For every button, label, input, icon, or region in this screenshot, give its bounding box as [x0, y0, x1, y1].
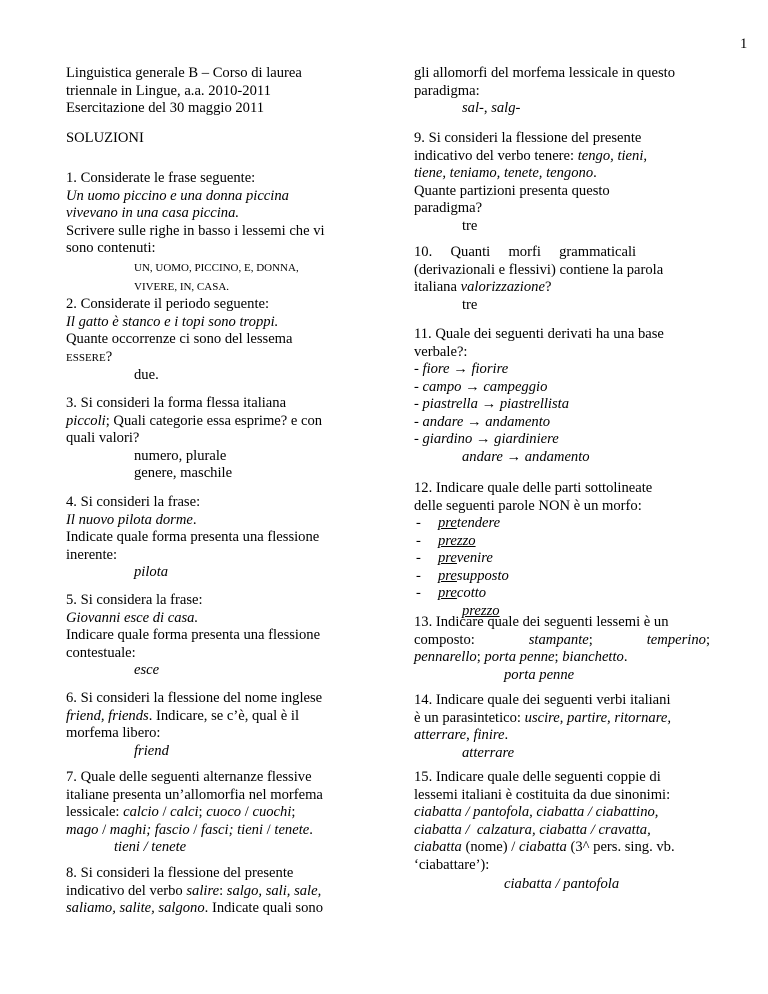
- option-words: uscire, partire, ritornare,: [524, 709, 671, 726]
- header-line: Linguistica generale B – Corso di laurea: [66, 65, 302, 81]
- answer-derived: andamento: [524, 448, 590, 465]
- header-line: Esercitazione del 30 maggio 2011: [66, 100, 265, 116]
- question-13: 13. Indicare quale dei seguenti lessemi è un composto: stampante; temperino; pennarello; porta penne; bianchetto. porta penne: [414, 614, 710, 683]
- option-word: ciabatta: [519, 839, 567, 855]
- list-dash: -: [416, 567, 421, 584]
- question-text: ‘ciabattare’):: [414, 856, 490, 873]
- example-forms: tiene, teniamo, tenete, tengono: [414, 165, 594, 181]
- question-text: 6. Si consideri la flessione del nome inglese: [66, 690, 323, 706]
- question-11: [414, 326, 710, 466]
- example-word: cuochi: [252, 804, 292, 820]
- answer-base: andare: [462, 448, 503, 465]
- question-text: 1. Considerate le frase seguente:: [66, 170, 256, 186]
- example-words: friend, friends: [66, 707, 149, 724]
- option-item: [414, 379, 710, 397]
- question-text: Scrivere sulle righe in basso i lessemi che vi: [66, 222, 325, 239]
- example-word: piccoli: [66, 412, 106, 429]
- question-text: italiane presenta un’allomorfia nel morfema: [66, 786, 323, 803]
- lexeme-name: ESSERE: [66, 351, 106, 364]
- option-item: [414, 515, 710, 533]
- option-word: porta penne: [484, 649, 555, 665]
- example-sentence: vivevano in una casa piccina.: [66, 205, 240, 221]
- example-word: valorizzazione: [460, 279, 545, 295]
- question-15: [414, 769, 710, 894]
- arrow-icon: →: [465, 378, 480, 395]
- arrow-icon: →: [466, 413, 482, 430]
- header-line: triennale in Lingue, a.a. 2010-2011: [66, 82, 271, 99]
- answer: ciabatta / pantofola: [504, 876, 620, 892]
- question-text: 13. Indicare quale dei seguenti lessemi è un: [414, 614, 669, 630]
- punctuation: .: [192, 511, 197, 528]
- arrow-icon: →: [481, 396, 497, 412]
- question-text: . Indicate quali sono: [204, 900, 323, 916]
- question-text: ; Quali categorie essa esprime? e con: [105, 412, 323, 429]
- question-text: (nome) /: [461, 839, 519, 855]
- question-text: 10. Quanti morfi grammaticali: [414, 244, 637, 260]
- arrow-icon: →: [453, 361, 468, 377]
- question-text: Indicate quale forma presenta una flessione: [66, 529, 320, 545]
- answer: numero, plurale: [134, 447, 227, 464]
- option-item: [414, 396, 710, 414]
- answer: UN, UOMO, PICCINO, E, DONNA,: [134, 261, 299, 274]
- option-word: bianchetto: [562, 649, 624, 665]
- example-word: calcio: [123, 804, 159, 820]
- list-dash: -: [416, 515, 421, 531]
- option-item: [414, 585, 710, 603]
- option-base: - campo: [414, 378, 462, 395]
- question-text: 11. Quale dei seguenti derivati ha una base: [414, 326, 664, 342]
- answer: prezzo: [462, 602, 500, 619]
- option-pairs: ciabatta / calzatura, ciabatta / cravatta,: [414, 821, 651, 838]
- example-forms: tengo, tieni,: [577, 147, 648, 164]
- separator: ,: [466, 727, 474, 743]
- question-text: lessicale:: [66, 804, 124, 820]
- option-derived: piastrellista: [499, 396, 570, 412]
- answer: porta penne: [504, 666, 575, 683]
- question-text: gli allomorfi del morfema lessicale in questo: [414, 65, 675, 81]
- example-sentence: Un uomo piccino e una donna piccina: [66, 187, 289, 204]
- answer: pilota: [134, 564, 169, 580]
- answer: friend: [134, 742, 169, 759]
- example-word: maghi; fascio: [109, 821, 190, 838]
- question-text: . Indicare, se c’è, qual è il: [148, 707, 300, 724]
- option-item: [414, 533, 710, 551]
- answer: tieni / tenete: [114, 839, 187, 855]
- question-text: quali valori?: [66, 430, 140, 446]
- separator: ,: [483, 100, 492, 116]
- underlined-part: pre: [438, 585, 457, 601]
- question-text: Quante partizioni presenta questo: [414, 182, 610, 199]
- underlined-part: pre: [438, 550, 457, 566]
- question-text: inerente:: [66, 546, 118, 563]
- question-text: ?: [544, 279, 552, 295]
- list-dash: -: [416, 550, 421, 566]
- question-9: [414, 130, 710, 235]
- question-1: [66, 170, 366, 297]
- question-text: 5. Si considera la frase:: [66, 592, 203, 608]
- question-text: .: [593, 165, 597, 181]
- question-2: [66, 296, 366, 385]
- question-text: indicativo del verbo tenere:: [414, 147, 578, 164]
- example-sentence: Il nuovo pilota dorme: [66, 511, 193, 528]
- option-derived: fiorire: [471, 361, 509, 377]
- question-text: è un parasintetico:: [414, 709, 525, 726]
- option-pairs: ciabatta / pantofola, ciabatta / ciabattino,: [414, 804, 659, 820]
- question-text: 4. Si consideri la frase:: [66, 494, 201, 510]
- arrow-icon: →: [506, 448, 522, 465]
- answer: esce: [134, 662, 160, 678]
- question-text: :: [219, 882, 227, 899]
- answer: sal-: [462, 100, 484, 116]
- answer: salg-: [491, 100, 521, 116]
- example-word: fasci; tieni: [201, 821, 264, 838]
- question-text: 15. Indicare quale delle seguenti coppie di: [414, 769, 661, 785]
- example-word: mago: [66, 821, 99, 838]
- answer: [414, 449, 710, 467]
- answer: genere, maschile: [134, 465, 233, 481]
- option-item: [414, 550, 710, 568]
- option-base: - giardino: [414, 431, 473, 447]
- question-text: composto:: [414, 631, 475, 648]
- example-word: calci: [170, 804, 199, 820]
- example-word: salire: [186, 882, 220, 899]
- answer: atterrare: [462, 744, 515, 761]
- separator: /: [189, 821, 202, 838]
- document-header: [66, 65, 366, 118]
- question-text: Quante occorrenze ci sono del lessema: [66, 331, 293, 347]
- separator: .: [309, 821, 313, 838]
- option-item: [414, 568, 710, 586]
- example-word: tenete: [274, 821, 310, 838]
- option-base: - piastrella: [414, 396, 478, 412]
- question-text: indicativo del verbo: [66, 882, 187, 899]
- question-7: [66, 769, 366, 857]
- word-rest: venire: [456, 550, 493, 566]
- option-derived: campeggio: [483, 378, 548, 395]
- example-word: cuoco: [206, 804, 242, 820]
- solutions-heading: SOLUZIONI: [66, 130, 144, 146]
- option-word: finire: [473, 727, 505, 743]
- underlined-part: prezzo: [438, 532, 476, 549]
- page-number: 1: [740, 36, 748, 52]
- question-6: [66, 690, 366, 760]
- answer: VIVERE, IN, CASA.: [134, 280, 230, 293]
- question-text: 7. Quale delle seguenti alternanze flessive: [66, 769, 312, 785]
- separator: /: [263, 821, 275, 838]
- question-14: [414, 692, 710, 762]
- question-text: 3. Si consideri la forma flessa italiana: [66, 395, 287, 411]
- option-base: - andare: [414, 413, 464, 430]
- question-text: sono contenuti:: [66, 240, 156, 256]
- answer: tre: [462, 217, 478, 234]
- question-text: 2. Considerate il periodo seguente:: [66, 296, 270, 312]
- option-item: [414, 361, 710, 379]
- option-word: pennarello: [414, 649, 477, 665]
- question-text: 14. Indicare quale dei seguenti verbi italiani: [414, 692, 671, 708]
- question-10: [414, 244, 710, 314]
- question-text: ?: [105, 348, 113, 365]
- separator: ;: [291, 804, 296, 820]
- option-word: ciabatta: [414, 839, 462, 855]
- question-text: Indicare quale forma presenta una flessione: [66, 627, 321, 643]
- example-forms: saliamo, salite, salgono: [66, 900, 205, 916]
- question-3: [66, 395, 366, 483]
- separator: /: [241, 804, 253, 820]
- option-item: [414, 414, 710, 432]
- question-text: morfema libero:: [66, 725, 161, 741]
- word-rest: tendere: [456, 515, 501, 531]
- option-word: temperino: [646, 631, 706, 648]
- question-text: contestuale:: [66, 644, 136, 661]
- question-text: (derivazionali e flessivi) contiene la parola: [414, 261, 664, 278]
- option-derived: andamento: [485, 413, 551, 430]
- separator: .: [504, 727, 509, 743]
- option-base: - fiore: [414, 361, 450, 377]
- option-item: [414, 431, 710, 449]
- example-sentence: Il gatto è stanco e i topi sono troppi.: [66, 313, 279, 330]
- question-text: 8. Si consideri la flessione del presente: [66, 865, 294, 881]
- list-dash: -: [416, 532, 421, 549]
- answer: tre: [462, 296, 478, 313]
- question-text: 9. Si consideri la flessione del presente: [414, 130, 642, 146]
- option-word: stampante: [528, 631, 589, 648]
- question-text: paradigma?: [414, 200, 483, 216]
- question-text: lessemi italiani è costituita da due sinonimi:: [414, 786, 671, 803]
- word-rest: supposto: [456, 567, 509, 584]
- word-rest: cotto: [456, 585, 487, 601]
- question-8-continued: [414, 65, 710, 118]
- question-text: italiana: [414, 279, 461, 295]
- example-sentence: Giovanni esce di casa.: [66, 609, 199, 626]
- answer: due.: [134, 367, 159, 383]
- question-text: (3^ pers. sing. vb.: [566, 839, 675, 855]
- separator: /: [98, 821, 110, 838]
- list-dash: -: [416, 585, 421, 601]
- question-5: [66, 592, 366, 680]
- arrow-icon: →: [475, 431, 491, 447]
- example-forms: salgo, sali, sale,: [226, 882, 322, 899]
- separator: ;: [198, 804, 207, 820]
- question-text: paradigma:: [414, 82, 480, 99]
- option-word: atterrare: [414, 727, 467, 743]
- question-8: [66, 865, 366, 918]
- question-4: [66, 494, 366, 582]
- underlined-part: pre: [438, 515, 457, 531]
- question-text: 12. Indicare quale delle parti sottolineate: [414, 480, 653, 496]
- option-derived: giardiniere: [494, 431, 559, 447]
- question-text: delle seguenti parole NON è un morfo:: [414, 497, 642, 514]
- separator: /: [158, 804, 171, 820]
- question-12: [414, 480, 710, 620]
- underlined-part: pre: [438, 567, 457, 584]
- question-text: verbale?:: [414, 343, 468, 360]
